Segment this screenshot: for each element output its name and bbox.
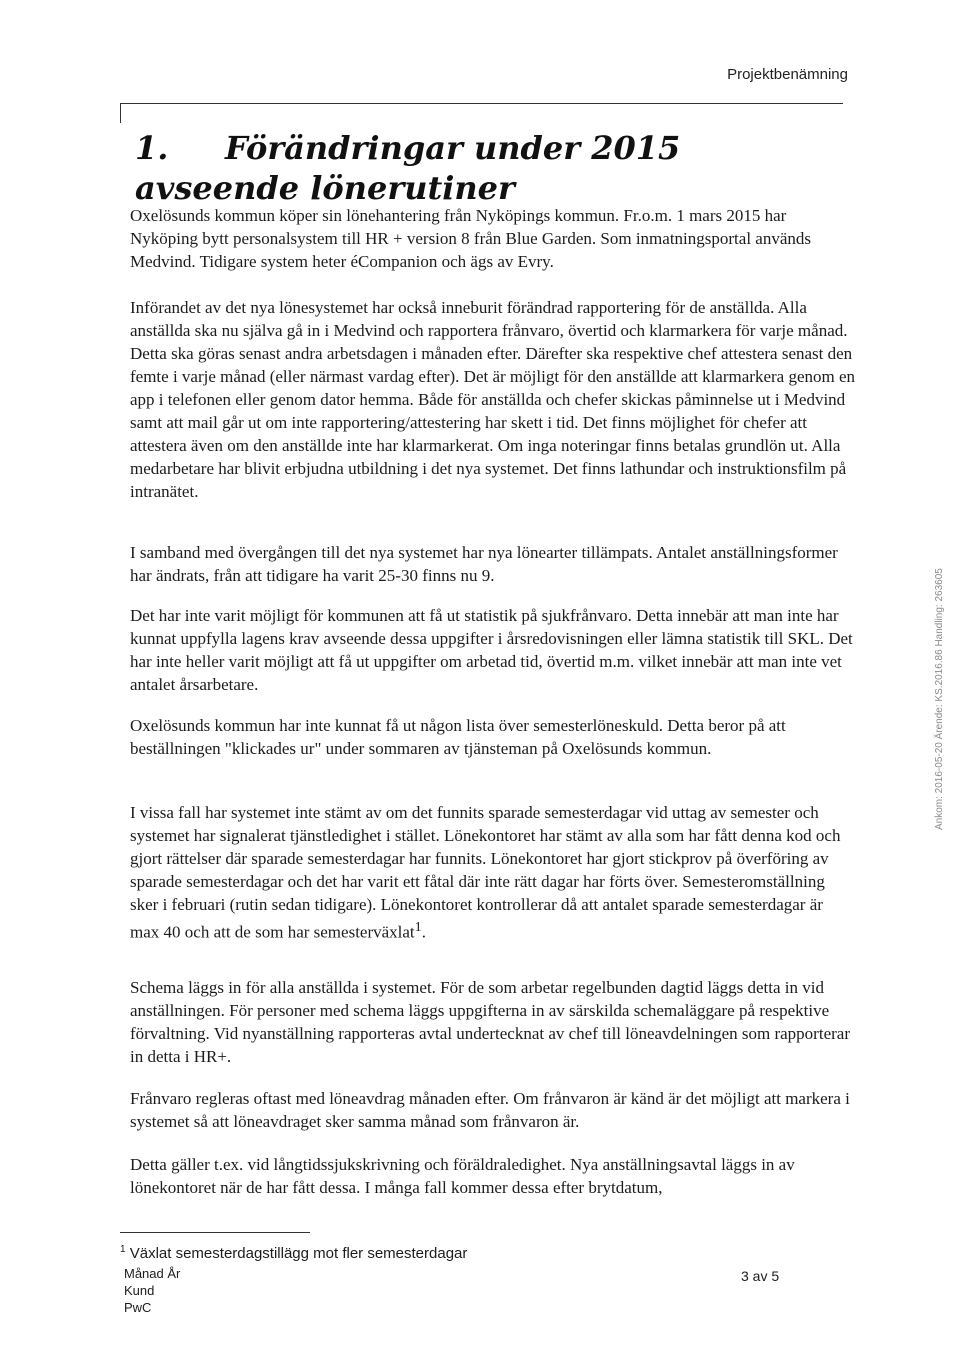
footnote-text: Växlat semesterdagstillägg mot fler semesterdagar — [129, 1245, 468, 1262]
paragraph-with-footnote — [130, 801, 855, 944]
footer-company: PwC — [124, 1300, 152, 1315]
archive-stamp: Ankom: 2016-05-20 Ärende: KS.2016.86 Handling: 263605 — [934, 568, 945, 830]
footnote-marker: 1 — [120, 1244, 126, 1255]
header-divider — [120, 103, 843, 104]
footer-client: Kund — [124, 1283, 155, 1298]
paragraph: Oxelösunds kommun köper sin lönehantering från Nyköpings kommun. Fr.o.m. 1 mars 2015 har Nyköping bytt personalsystem till HR + version 8 från Blue Garden. Som inmatningsportal används Medvind. Tidigare system heter éCompanion och ägs av Evry. — [130, 206, 811, 271]
footnote-reference: 1 — [414, 919, 422, 935]
paragraph: Oxelösunds kommun har inte kunnat få ut någon lista över semesterlöneskuld. Detta beror på att beställningen "klickades ur" under sommaren av tjänsteman på Oxelösunds kommun. — [130, 716, 786, 758]
document-header-label: Projektbenämning — [727, 66, 848, 83]
footnote — [120, 1244, 467, 1262]
paragraph-end-punctuation: . — [421, 922, 426, 942]
section-number: 1. — [135, 129, 169, 167]
footer-date: Månad År — [124, 1266, 181, 1281]
paragraph: Införandet av det nya lönesystemet har också inneburit förändrad rapportering för de anställda. Alla anställda ska nu själva gå in i Medvind och rapportera frånvaro, övertid och klarmarkera för varje månad. Detta ska göras senast andra arbetsdagen i månaden efter. Därefter ska respektive chef attestera senast den femte i varje månad (eller närmast vardag efter). Det är möjligt för den anställde att klarmarkera genom en app i telefonen eller genom dator hemma. Både för anställda och chefer skickas påminnelse ut i Medvind samt att mail går ut om inte rapportering/attestering har skett i tid. Det finns möjlighet för chefer att attestera även om den anställde inte har klarmarkerat. Om inga noteringar finns betalas grundlön ut. Alla medarbetare har blivit erbjudna utbildning i det nya systemet. Det finns lathundar och instruktionsfilm på intranätet. — [130, 298, 856, 501]
paragraph: Det har inte varit möjligt för kommunen att få ut statistik på sjukfrånvaro. Detta innebär att man inte har kunnat uppfylla lagens krav avseende dessa uppgifter i årsredovisningen eller lämna statistik till SKL. Det har inte heller varit möjligt att få ut uppgifter om arbetad tid, övertid m.m. vilket innebär att man inte vet antalet årsarbetare. — [130, 606, 853, 694]
section-heading — [135, 128, 855, 208]
paragraph: I samband med övergången till det nya systemet har nya lönearter tillämpats. Antalet anställningsformer har ändrats, från att tidigare ha varit 25-30 finns nu 9. — [130, 543, 838, 585]
footer-info — [124, 1265, 180, 1316]
header-divider-tick — [120, 103, 121, 123]
section-title: Förändringar under 2015 avseende lönerutiner — [135, 129, 681, 207]
page-number: 3 av 5 — [741, 1268, 780, 1284]
paragraph: Frånvaro regleras oftast med löneavdrag månaden efter. Om frånvaron är känd är det möjligt att markera i systemet så att löneavdraget sker samma månad som frånvaron är. — [130, 1089, 850, 1131]
paragraph: Schema läggs in för alla anställda i systemet. För de som arbetar regelbunden dagtid läggs detta in vid anställningen. För personer med schema läggs uppgifterna in av särskilda schemaläggare på respektive förvaltning. Vid nyanställning rapporteras avtal undertecknat av chef till löneavdelningen som rapporterar in detta i HR+. — [130, 978, 850, 1066]
paragraph: Detta gäller t.ex. vid långtidssjukskrivning och föräldraledighet. Nya anställningsavtal läggs in av lönekontoret när de har fått dessa. I många fall kommer dessa efter brytdatum, — [130, 1155, 795, 1197]
paragraph-text: I vissa fall har systemet inte stämt av om det funnits sparade semesterdagar vid uttag av semester och systemet har signalerat tjänstledighet i stället. Lönekontoret har stämt av alla som har fått denna kod och gjort rättelser där sparade semesterdagar har funnits. Lönekontoret har gjort stickprov på överföring av sparade semesterdagar och det har varit ett fåtal där inte rätt dagar har förts över. Semesteromställning sker i februari (rutin sedan tidigare). Lönekontoret kontrollerar då att antalet sparade semesterdagar är max 40 och att de som har semesterväxlat — [130, 803, 841, 942]
footnote-divider — [120, 1232, 310, 1233]
